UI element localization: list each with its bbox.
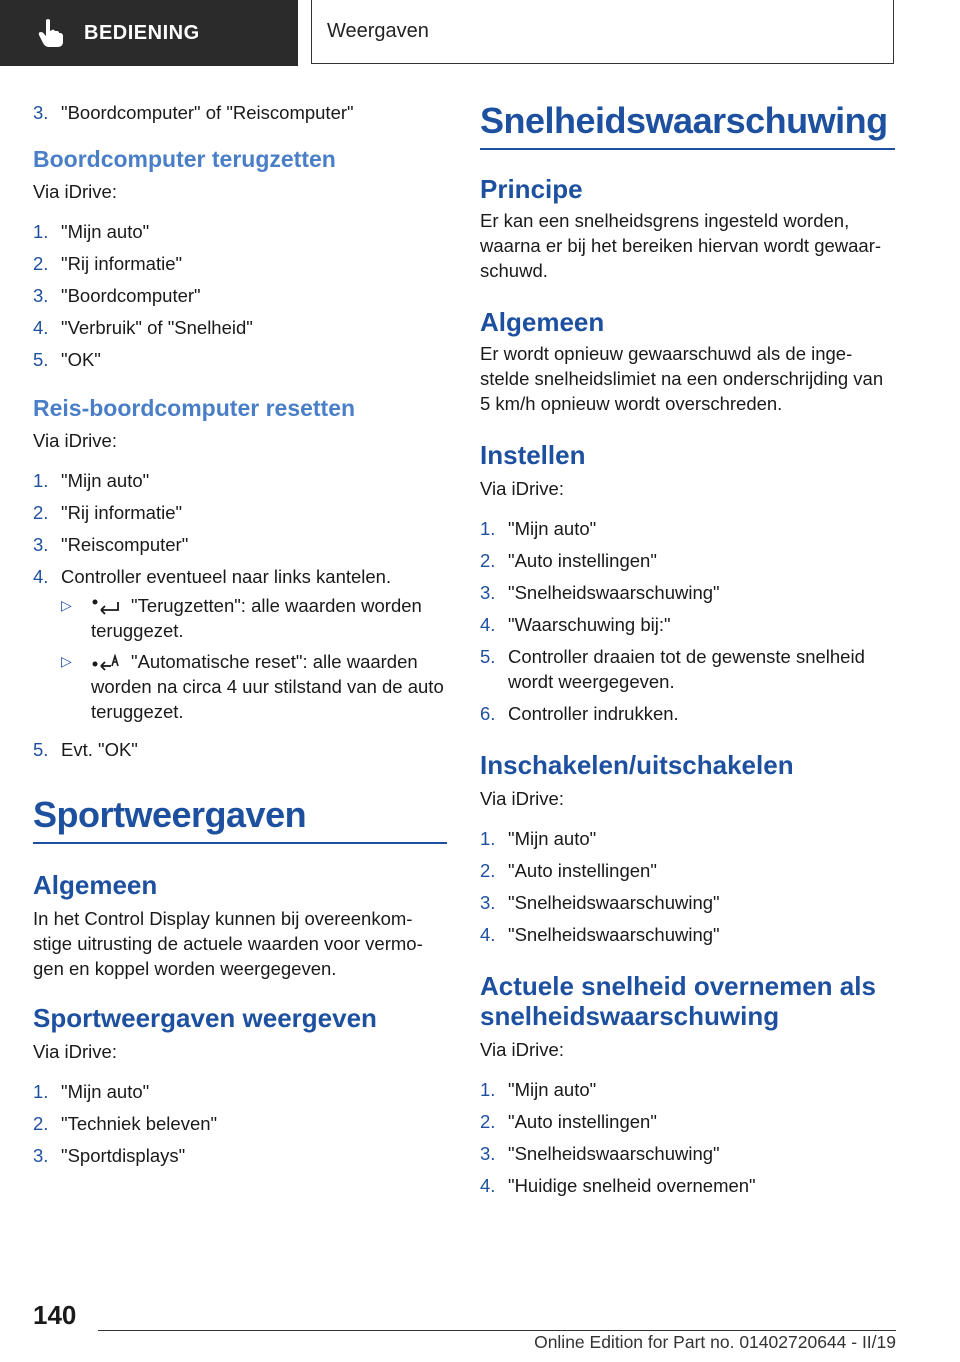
steps-list [480,1077,895,1198]
list-text: "Mijn auto" [61,221,150,242]
section-heading: Reis-boordcomputer resetten [33,395,356,421]
list-text: "Reiscomputer" [61,534,189,555]
sub-list-text: "Automatische reset": alle waarden worden na circa 4 uur stilstand van de auto teruggezet. [91,651,444,722]
list-text: "Snelheidswaarschuwing" [508,1143,720,1164]
body-text: Er kan een snelheidsgrens ingesteld worden, waarna er bij het bereiken hiervan wordt gewaar-schuwd. [480,210,882,281]
list-number: 1. [33,1081,49,1102]
subsection-heading: Inschakelen/uitschakelen [480,750,794,780]
list-number: 4. [33,317,49,338]
list-item [33,347,447,372]
list-text: "Verbruik" of "Snelheid" [61,317,253,338]
list-item [480,644,895,694]
list-text: "Mijn auto" [61,1081,150,1102]
list-text: "Snelheidswaarschuwing" [508,924,720,945]
list-number: 4. [33,566,49,587]
via-text: Via iDrive: [33,430,117,451]
list-number: 2. [33,1113,49,1134]
via-text: Via iDrive: [33,1041,117,1062]
list-item [480,516,895,541]
list-item [33,1143,447,1168]
list-number: 5. [33,739,49,760]
via-text: Via iDrive: [33,181,117,202]
list-item [480,858,895,883]
left-column [33,100,447,1175]
list-number: 1. [480,1079,496,1100]
steps-list [480,516,895,726]
list-item [480,826,895,851]
list-text: "Mijn auto" [508,828,597,849]
triangle-bullet-icon: ▷ [61,653,72,669]
list-item [33,100,447,125]
list-item [33,283,447,308]
list-item [480,890,895,915]
chapter-label: Weergaven [327,20,429,42]
list-text: "Huidige snelheid overnemen" [508,1175,756,1196]
list-text: "Auto instellingen" [508,550,657,571]
list-item [33,468,447,493]
list-text: "Auto instellingen" [508,860,657,881]
list-text: "Boordcomputer" of "Reiscomputer" [61,102,354,123]
list-number: 3. [480,1143,496,1164]
list-item [33,315,447,340]
subsection-heading: Instellen [480,440,586,470]
list-number: 3. [33,102,49,123]
list-item [33,219,447,244]
sub-list-content [91,649,447,724]
list-item [33,251,447,276]
sub-list [61,593,447,724]
subsection-heading: Sportweergaven weergeven [33,1003,377,1033]
section-tab [0,0,298,66]
list-text: "OK" [61,349,101,370]
reset-arrow-icon [91,598,121,616]
list-text: "Waarschuwing bij:" [508,614,671,635]
list-number: 3. [33,1145,49,1166]
section-heading: Boordcomputer terugzetten [33,146,336,172]
sub-list-text: "Terugzetten": alle waarden worden teruggezet. [91,595,422,641]
list-number: 4. [480,924,496,945]
list-item [480,612,895,637]
list-item [480,580,895,605]
sub-list-item [61,593,447,643]
steps-list [33,468,447,762]
list-number: 6. [480,703,496,724]
list-number: 1. [33,221,49,242]
page-header [0,0,960,66]
list-text: Controller indrukken. [508,703,679,724]
list-item [480,1077,895,1102]
list-number: 2. [480,550,496,571]
continued-list [33,100,447,125]
sub-list-item [61,649,447,724]
list-item [480,1141,895,1166]
list-text: "Boordcomputer" [61,285,201,306]
list-number: 1. [33,470,49,491]
triangle-bullet-icon: ▷ [61,597,72,613]
list-text: "Auto instellingen" [508,1111,657,1132]
list-number: 3. [480,892,496,913]
edition-text: Online Edition for Part no. 01402720644 - II/19 [534,1332,896,1352]
subsection-heading: Algemeen [33,870,158,900]
list-item [33,532,447,557]
steps-list [33,219,447,372]
via-text: Via iDrive: [480,788,564,809]
subsection-heading: Actuele snelheid overnemen als snelheidswaarschuwing [480,971,876,1031]
list-text: "Snelheidswaarschuwing" [508,582,720,603]
list-text: "Snelheidswaarschuwing" [508,892,720,913]
list-item [33,500,447,525]
list-number: 3. [480,582,496,603]
list-number: 4. [480,614,496,635]
list-number: 2. [33,502,49,523]
sub-list-content [91,593,447,643]
list-text: Evt. "OK" [61,739,138,760]
list-text: "Rij informatie" [61,253,183,274]
right-column [480,100,895,1205]
section-label: BEDIENING [84,21,200,44]
footer-divider [98,1330,896,1331]
list-number: 2. [480,1111,496,1132]
list-text: Controller draaien tot de gewenste snelheid wordt weergegeven. [508,646,865,692]
list-number: 1. [480,518,496,539]
list-number: 4. [480,1175,496,1196]
list-item [33,737,447,762]
list-number: 1. [480,828,496,849]
list-number: 2. [33,253,49,274]
steps-list [480,826,895,947]
list-item [33,1079,447,1104]
subsection-heading: Algemeen [480,307,605,337]
list-item [33,1111,447,1136]
list-number: 5. [33,349,49,370]
list-number: 3. [33,534,49,555]
list-item [480,701,895,726]
list-text: "Rij informatie" [61,502,183,523]
list-item [480,922,895,947]
steps-list [33,1079,447,1168]
page-number: 140 [33,1300,77,1330]
list-item [480,1109,895,1134]
list-item [480,1173,895,1198]
list-text: "Sportdisplays" [61,1145,186,1166]
via-text: Via iDrive: [480,1039,564,1060]
hand-pointer-icon [38,18,64,48]
chapter-tab [311,0,894,64]
list-item [480,548,895,573]
list-text-block [61,564,447,730]
list-number: 2. [480,860,496,881]
list-text: "Mijn auto" [508,1079,597,1100]
list-text: "Techniek beleven" [61,1113,218,1134]
list-number: 5. [480,646,496,667]
list-number: 3. [33,285,49,306]
via-text: Via iDrive: [480,478,564,499]
list-text: "Mijn auto" [61,470,150,491]
body-text: In het Control Display kunnen bij overeenkom-stige uitrusting de actuele waarden voor vermo-gen en koppel worden weergegeven. [33,908,423,979]
list-item [33,564,447,730]
list-text: Controller eventueel naar links kantelen. [61,566,392,587]
subsection-heading: Principe [480,174,583,204]
auto-reset-icon [91,654,121,672]
chapter-heading: Sportweergaven [33,794,447,844]
list-text: "Mijn auto" [508,518,597,539]
body-text: Er wordt opnieuw gewaarschuwd als de inge-stelde snelheidslimiet na een onderschrijding van 5 km/h opnieuw wordt overschreden. [480,343,884,414]
chapter-heading: Snelheidswaarschuwing [480,100,895,150]
